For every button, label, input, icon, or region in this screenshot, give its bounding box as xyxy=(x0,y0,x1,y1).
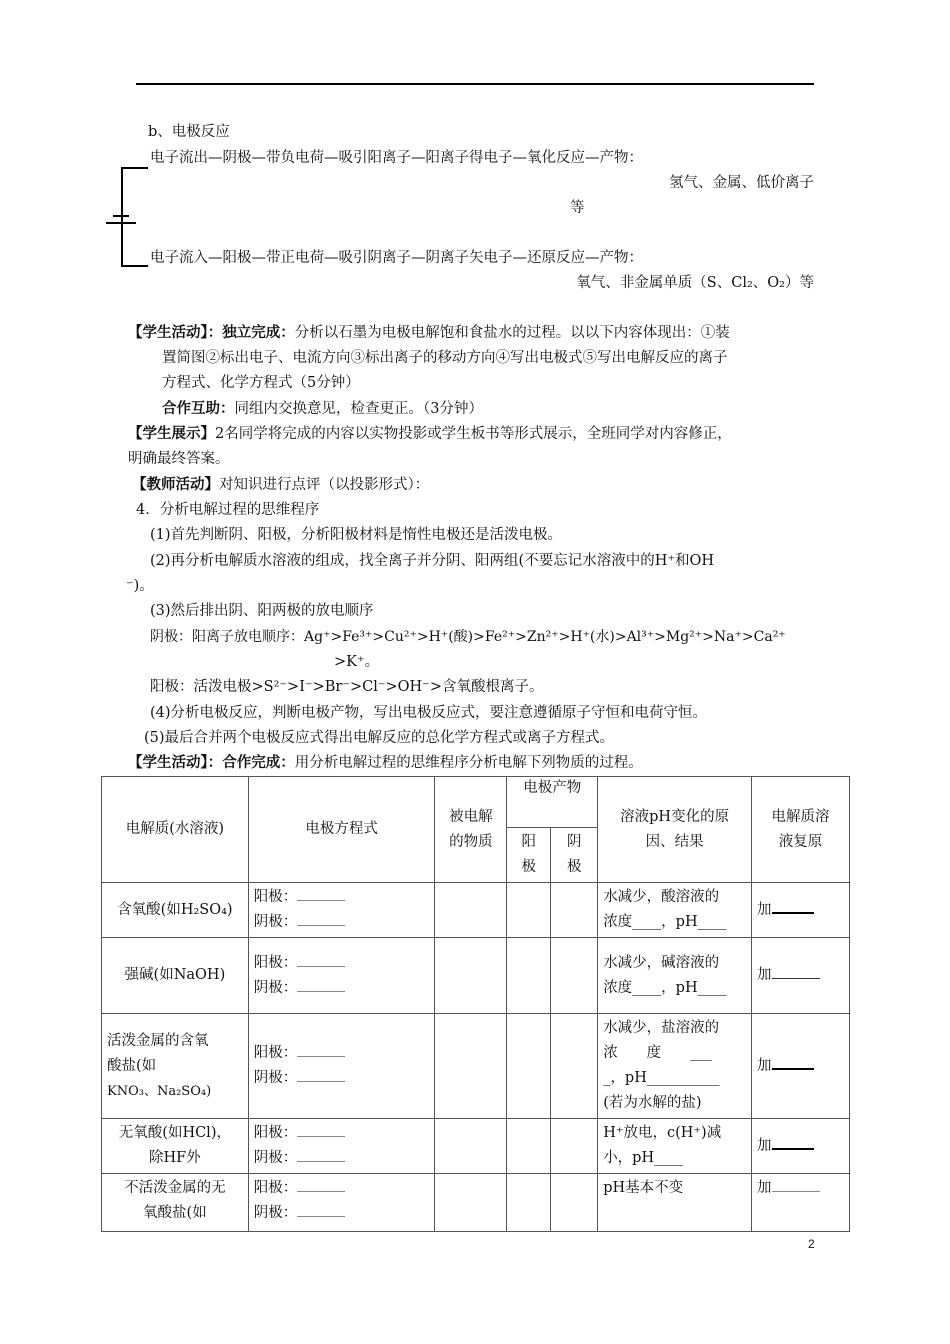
row-equation: 阳极： 阴极： xyxy=(248,1119,435,1174)
cell-empty xyxy=(551,938,598,1014)
anode-flow-line: 电子流入—阳极—带正电荷—吸引阴离子—阴离子矢电子—还原反应—产物： xyxy=(150,250,643,266)
cell-empty xyxy=(435,938,507,1014)
row-restore: 加 xyxy=(752,938,850,1014)
page-number: 2 xyxy=(808,1237,815,1251)
row-equation: 阳极： 阴极： xyxy=(248,883,435,938)
cell-empty xyxy=(435,1174,507,1232)
cell-empty xyxy=(551,883,598,938)
bracket-bottom xyxy=(121,265,148,267)
header-equation: 电极方程式 xyxy=(248,777,435,883)
anode-products: 氧气、非金属单质（S、Cl₂、O₂）等 xyxy=(576,275,814,291)
header-anode: 阳 极 xyxy=(507,828,551,883)
row-ph: 水减少，酸溶液的 浓度____，pH____ xyxy=(598,883,752,938)
row-electrolyte: 含氧酸(如H₂SO₄) xyxy=(102,883,249,938)
battery-long-plate xyxy=(106,222,136,224)
display-tag: 【学生展示】 xyxy=(128,426,215,442)
activity1-line2: 置简图②标出电子、电流方向③标出离子的移动方向④写出电极式⑤写出电解反应的离子 xyxy=(162,350,728,366)
cell-empty xyxy=(435,883,507,938)
procedure-step5: (5)最后合并两个电极反应式得出电解反应的总化学方程式或离子方程式。 xyxy=(144,730,615,746)
cathode-order-end: >K⁺。 xyxy=(334,654,380,670)
activity1-text1: 分析以石墨为电极电解饱和食盐水的过程。以以下内容体现出：①装 xyxy=(294,325,730,341)
teacher-tag: 【教师活动】 xyxy=(132,477,219,493)
header-electrolyzed: 被电解 的物质 xyxy=(435,777,507,883)
procedure-step4: (4)分析电极反应，判断电极产物，写出电极反应式，要注意遵循原子守恒和电荷守恒。 xyxy=(150,705,708,721)
row-ph: 水减少，碱溶液的 浓度____，pH____ xyxy=(598,938,752,1014)
activity1-line1 xyxy=(128,323,730,343)
table-row xyxy=(102,1119,850,1174)
procedure-step2a: (2)再分析电解质水溶液的组成，找全离子并分阴、阳两组(不要忘记水溶液中的H⁺和OH xyxy=(150,553,715,569)
row-restore: 加 xyxy=(752,1014,850,1119)
header-ph: 溶液pH变化的原 因、结果 xyxy=(598,777,752,883)
cell-empty xyxy=(507,1174,551,1232)
cell-empty xyxy=(507,938,551,1014)
cathode-products: 氢气、金属、低价离子 xyxy=(669,175,814,191)
header-rule xyxy=(136,83,814,85)
coop-line xyxy=(162,399,483,419)
procedure-step2b: ⁻)。 xyxy=(126,578,154,594)
header-restore: 电解质溶 液复原 xyxy=(752,777,850,883)
procedure-title: 4．分析电解过程的思维程序 xyxy=(136,502,320,518)
row-restore: 加 xyxy=(752,883,850,938)
activity1-line3: 方程式、化学方程式（5分钟） xyxy=(162,375,360,391)
cell-empty xyxy=(507,1119,551,1174)
row-equation: 阳极： 阴极： xyxy=(248,1014,435,1119)
cell-empty xyxy=(507,883,551,938)
cell-empty xyxy=(551,1119,598,1174)
activity2-text: 用分析电解过程的思维程序分析电解下列物质的过程。 xyxy=(294,755,643,771)
table-row xyxy=(102,938,850,1014)
anode-order: 阳极：活泼电极>S²⁻>I⁻>Br⁻>Cl⁻>OH⁻>含氧酸根离子。 xyxy=(150,679,544,695)
section-b-title: b、电极反应 xyxy=(148,124,230,140)
teacher-text: 对知识进行点评（以投影形式）： xyxy=(219,477,430,493)
coop-tag: 合作互助： xyxy=(162,401,235,417)
row-electrolyte: 强碱(如NaOH) xyxy=(102,938,249,1014)
header-electrolyte: 电解质(水溶液) xyxy=(102,777,249,883)
cathode-products-end: 等 xyxy=(570,200,585,216)
cell-empty xyxy=(435,1119,507,1174)
row-electrolyte: 不活泼金属的无 氧酸盐(如 xyxy=(102,1174,249,1232)
cell-empty xyxy=(551,1174,598,1232)
row-equation: 阳极： 阴极： xyxy=(248,938,435,1014)
table-row xyxy=(102,883,850,938)
display-line1 xyxy=(128,424,732,444)
row-equation: 阳极： 阴极： xyxy=(248,1174,435,1232)
cell-empty xyxy=(551,1014,598,1119)
teacher-line xyxy=(132,475,429,495)
row-ph: 水减少，盐溶液的 浓 度 ___ _，pH__________ (若为水解的盐) xyxy=(598,1014,752,1119)
activity2-line xyxy=(128,753,643,773)
display-text1: 2名同学将完成的内容以实物投影或学生板书等形式展示，全班同学对内容修正， xyxy=(215,426,732,442)
activity1-tag: 【学生活动】：独立完成： xyxy=(128,325,295,341)
procedure-step3: (3)然后排出阴、阳两极的放电顺序 xyxy=(150,603,374,619)
cell-empty xyxy=(507,1014,551,1119)
header-cathode: 阴 极 xyxy=(551,828,598,883)
row-restore: 加 xyxy=(752,1119,850,1174)
cathode-order: 阴极：阳离子放电顺序：Ag⁺>Fe³⁺>Cu²⁺>H⁺(酸)>Fe²⁺>Zn²⁺>H⁺(水)>Al³⁺>Mg²⁺>Na⁺>Ca²⁺ xyxy=(150,629,786,645)
table-row xyxy=(102,1014,850,1119)
coop-text: 同组内交换意见，检查更正。（3分钟） xyxy=(234,401,483,417)
row-restore: 加 xyxy=(752,1174,850,1232)
header-products: 电极产物 xyxy=(507,777,598,828)
row-electrolyte: 活泼金属的含氧 酸盐(如 KNO₃、Na₂SO₄) xyxy=(102,1014,249,1119)
row-electrolyte: 无氧酸(如HCl)， 除HF外 xyxy=(102,1119,249,1174)
cathode-flow-line: 电子流出—阴极—带负电荷—吸引阳离子—阳离子得电子—氧化反应—产物： xyxy=(150,150,643,166)
table-header-row xyxy=(102,777,850,828)
row-ph: pH基本不变 xyxy=(598,1174,752,1232)
procedure-step1: (1)首先判断阴、阳极，分析阳极材料是惰性电极还是活泼电极。 xyxy=(150,527,563,543)
display-line2: 明确最终答案。 xyxy=(128,451,230,467)
cell-empty xyxy=(435,1014,507,1119)
bracket-top xyxy=(121,167,148,169)
table-row xyxy=(102,1174,850,1232)
activity2-tag: 【学生活动】：合作完成： xyxy=(128,755,295,771)
row-ph: H⁺放电，c(H⁺)减 小，pH____ xyxy=(598,1119,752,1174)
battery-short-plate xyxy=(113,215,129,217)
electrolysis-table xyxy=(101,776,850,1232)
